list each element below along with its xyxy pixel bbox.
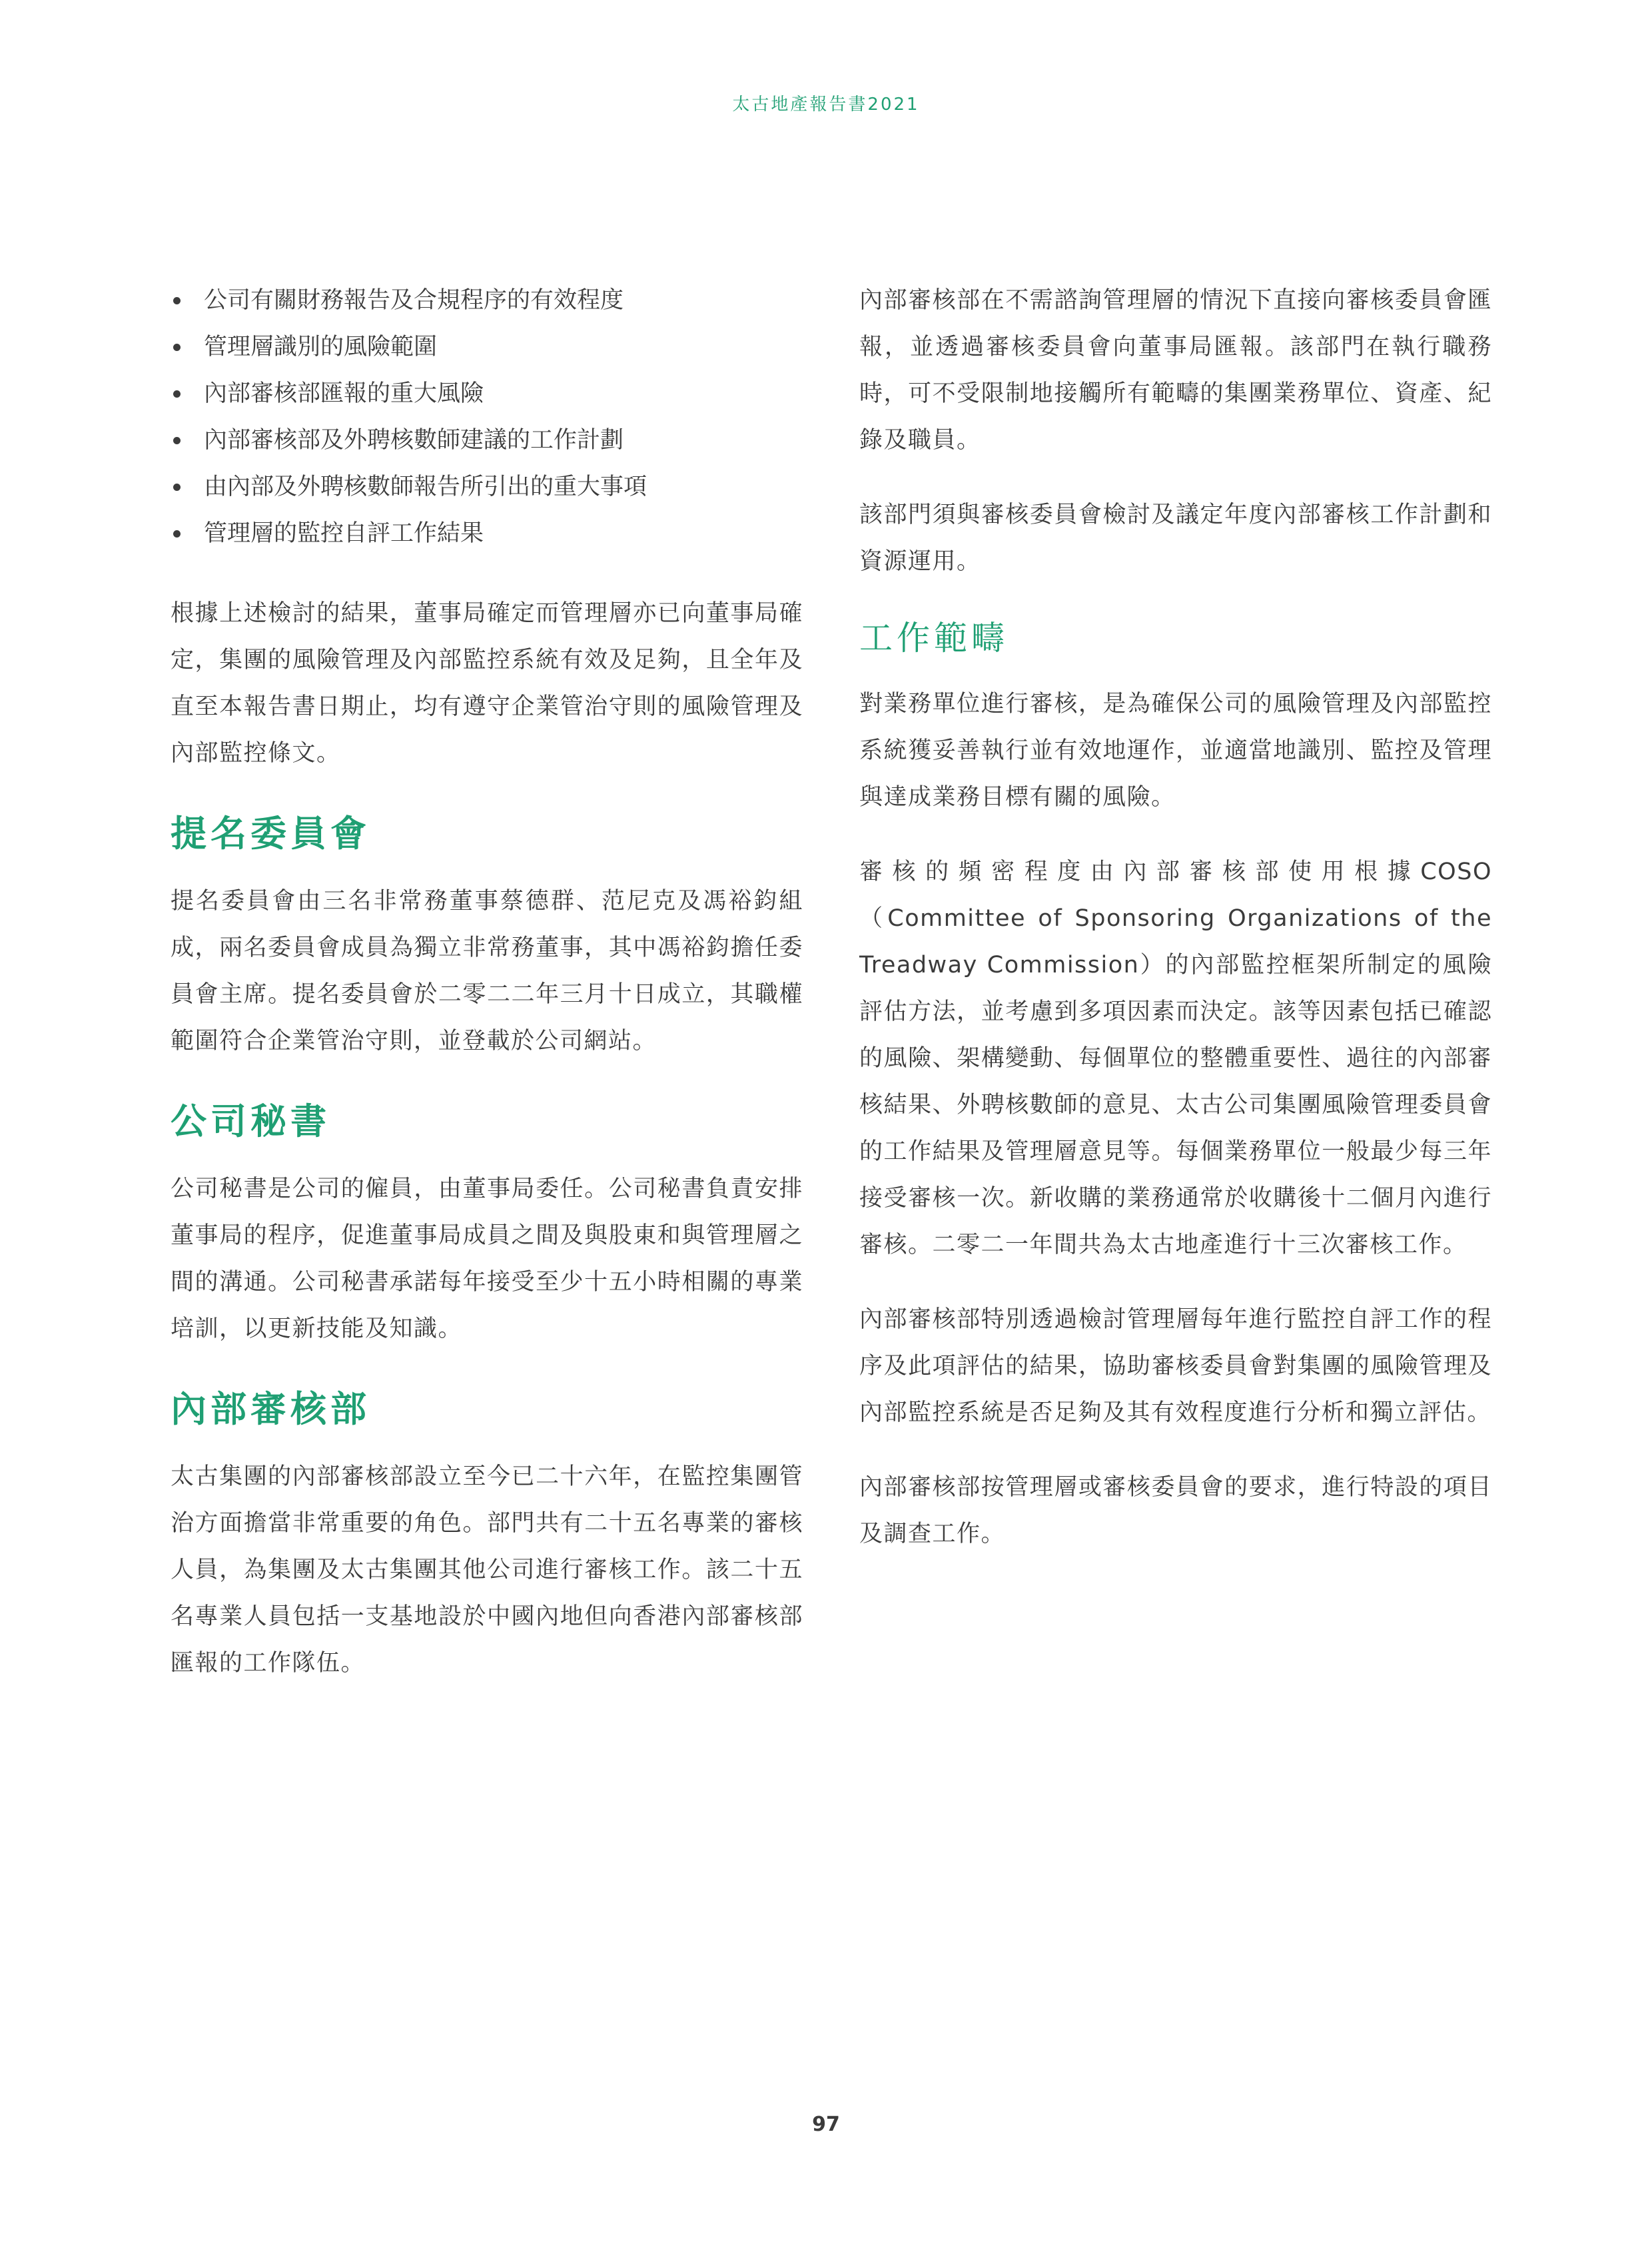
- scope-paragraph-1: 對業務單位進行審核，是為確保公司的風險管理及內部監控系統獲妥善執行並有效地運作，並適當地識別、監控及管理與達成業務目標有關的風險。: [859, 691, 1492, 811]
- bullet-icon: [173, 530, 181, 538]
- internal-audit-paragraph: 太古集團的內部審核部設立至今已二十六年，在監控集團管治方面擔當非常重要的角色。部門共有二十五名專業的審核人員，為集團及太古集團其他公司進行審核工作。該二十五名專業人員包括一支基地設於中國內地但向香港內部審核部匯報的工作隊伍。: [171, 1463, 803, 1677]
- running-header: 太古地產報告書2021: [732, 95, 920, 115]
- page-number: 97: [812, 2113, 840, 2136]
- list-item: [171, 417, 803, 464]
- conclusion-paragraph: 根據上述檢討的結果，董事局確定而管理層亦已向董事局確定，集團的風險管理及內部監控系統有效及足夠，且全年及直至本報告書日期止，均有遵守企業管治守則的風險管理及內部監控條文。: [171, 600, 803, 767]
- internal-audit-heading: 內部審核部: [171, 1388, 370, 1430]
- list-item: [171, 370, 803, 417]
- bullet-icon: [173, 484, 181, 491]
- left-column: [171, 277, 803, 1714]
- list-item: [171, 510, 803, 557]
- right-column: [859, 277, 1492, 1585]
- list-item-text: 管理層的監控自評工作結果: [204, 520, 484, 547]
- scope-paragraph-4: 內部審核部按管理層或審核委員會的要求，進行特設的項目及調查工作。: [859, 1474, 1492, 1547]
- audit-plan-paragraph: 該部門須與審核委員會檢討及議定年度內部審核工作計劃和資源運用。: [859, 502, 1492, 575]
- list-item: [171, 324, 803, 370]
- bullet-icon: [173, 297, 181, 304]
- nomination-committee-heading: 提名委員會: [171, 813, 370, 855]
- list-item-text: 內部審核部匯報的重大風險: [204, 380, 484, 407]
- audit-reporting-paragraph: 內部審核部在不需諮詢管理層的情況下直接向審核委員會匯報，並透過審核委員會向董事局匯報。該部門在執行職務時，可不受限制地接觸所有範疇的集團業務單位、資產、紀錄及職員。: [859, 287, 1492, 454]
- bullet-icon: [173, 344, 181, 351]
- review-items-list: [171, 277, 803, 557]
- list-item-text: 由內部及外聘核數師報告所引出的重大事項: [204, 474, 647, 500]
- list-item-text: 管理層識別的風險範圍: [204, 334, 438, 360]
- scope-paragraph-3: 內部審核部特別透過檢討管理層每年進行監控自評工作的程序及此項評估的結果，協助審核委員會對集團的風險管理及內部監控系統是否足夠及其有效程度進行分析和獨立評估。: [859, 1306, 1492, 1426]
- list-item: [171, 464, 803, 510]
- company-secretary-heading: 公司秘書: [171, 1100, 330, 1142]
- nomination-committee-paragraph: 提名委員會由三名非常務董事蔡德群、范尼克及馮裕鈞組成，兩名委員會成員為獨立非常務董事，其中馮裕鈞擔任委員會主席。提名委員會於二零二二年三月十日成立，其職權範圍符合企業管治守則，並登載於公司網站。: [171, 888, 803, 1054]
- list-item: [171, 277, 803, 324]
- scope-paragraph-2: 審核的頻密程度由內部審核部使用根據COSO（Committee of Sponsoring Organizations of the Treadway Commission）的內部監控框架所制定的風險評估方法，並考慮到多項因素而決定。該等因素包括已確認的風險、架構變動、每個單位的整體重要性、過往的內部審核結果、外聘核數師的意見、太古公司集團風險管理委員會的工作結果及管理層意見等。每個業務單位一般最少每三年接受審核一次。新收購的業務通常於收購後十二個月內進行審核。二零二一年間共為太古地產進行十三次審核工作。: [859, 859, 1492, 1258]
- company-secretary-paragraph: 公司秘書是公司的僱員，由董事局委任。公司秘書負責安排董事局的程序，促進董事局成員之間及與股東和與管理層之間的溝通。公司秘書承諾每年接受至少十五小時相關的專業培訓，以更新技能及知識。: [171, 1176, 803, 1342]
- list-item-text: 內部審核部及外聘核數師建議的工作計劃: [204, 427, 624, 454]
- bullet-icon: [173, 390, 181, 398]
- list-item-text: 公司有關財務報告及合規程序的有效程度: [204, 287, 624, 314]
- scope-of-work-heading: 工作範疇: [859, 619, 1009, 657]
- bullet-icon: [173, 437, 181, 444]
